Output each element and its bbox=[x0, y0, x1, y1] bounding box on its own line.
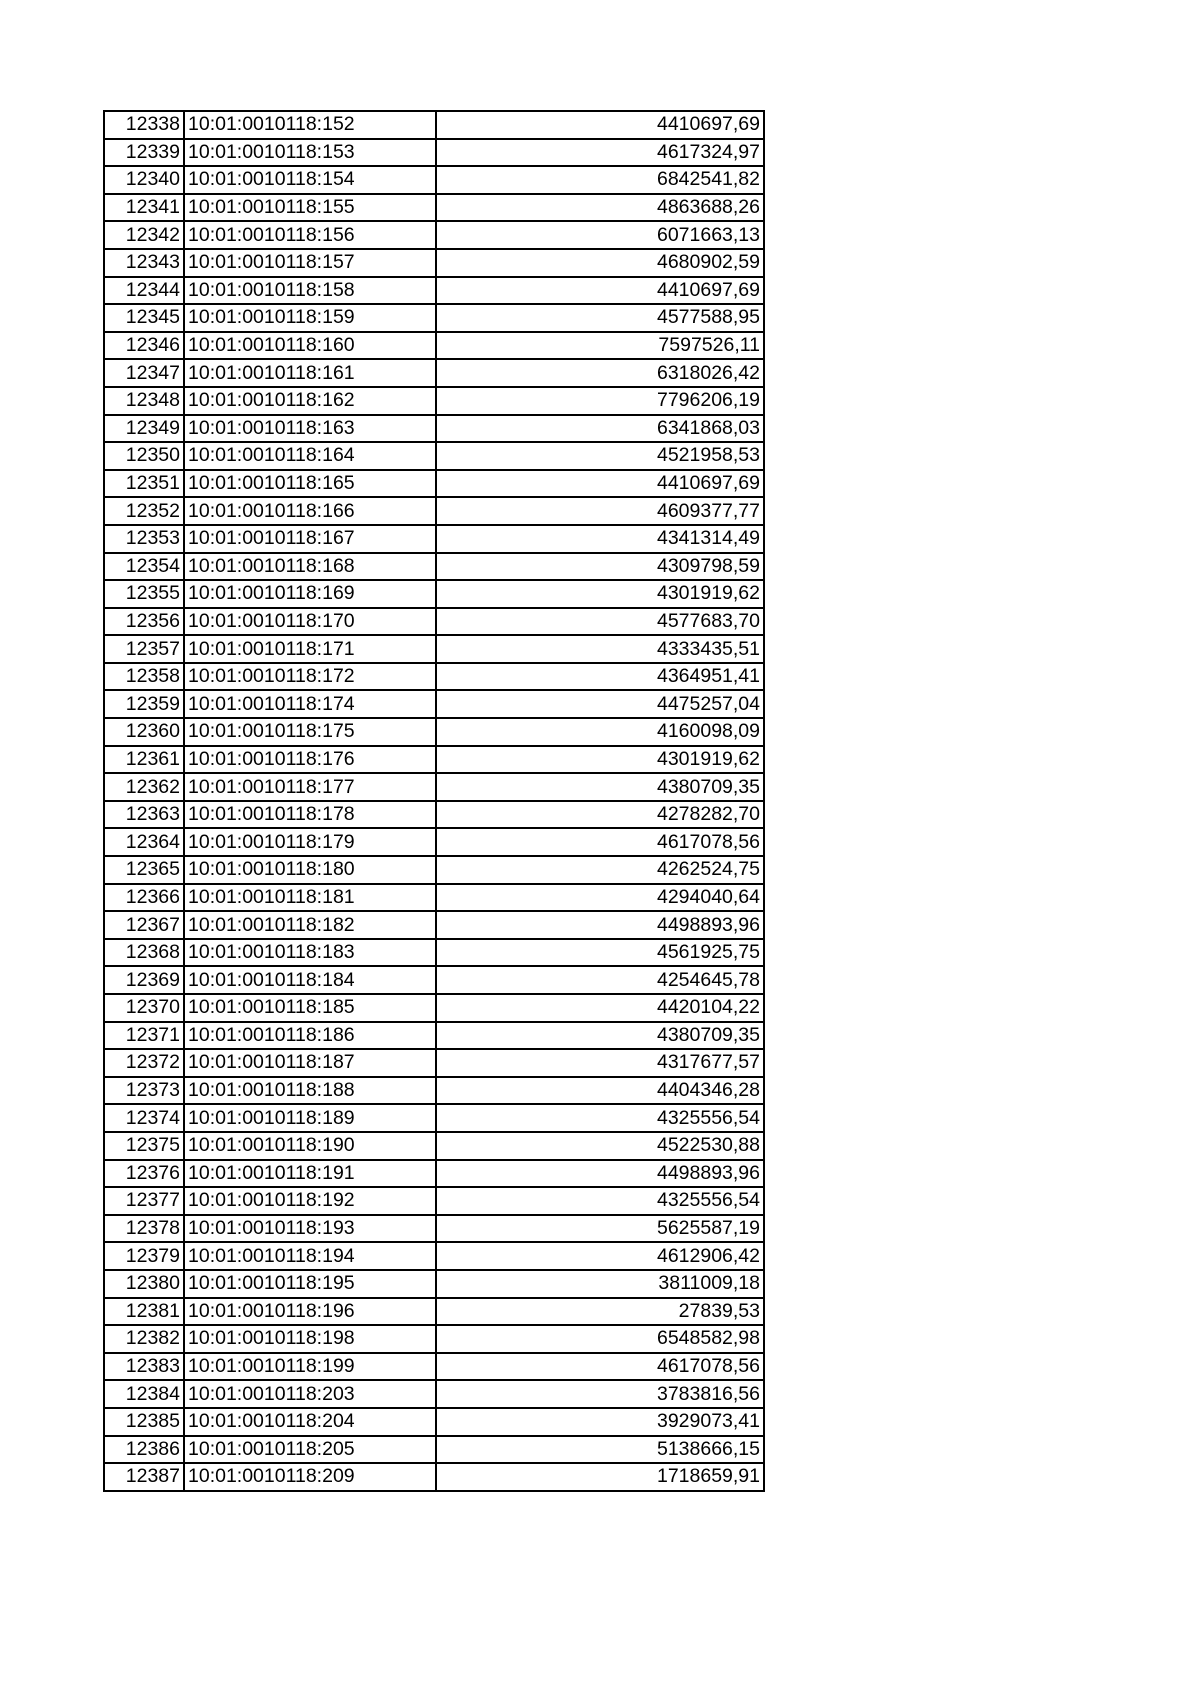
table-row bbox=[104, 608, 764, 636]
value-cell: 4522530,88 bbox=[436, 1132, 764, 1160]
row-number-cell: 12339 bbox=[104, 139, 184, 167]
table-row bbox=[104, 470, 764, 498]
row-number-cell: 12343 bbox=[104, 249, 184, 277]
table-row bbox=[104, 801, 764, 829]
cadastral-code-cell: 10:01:0010118:193 bbox=[184, 1215, 436, 1243]
table-row bbox=[104, 553, 764, 581]
row-number-cell: 12372 bbox=[104, 1049, 184, 1077]
table-row bbox=[104, 166, 764, 194]
row-number-cell: 12370 bbox=[104, 994, 184, 1022]
value-cell: 27839,53 bbox=[436, 1298, 764, 1326]
table-row bbox=[104, 277, 764, 305]
cadastral-code-cell: 10:01:0010118:159 bbox=[184, 304, 436, 332]
row-number-cell: 12353 bbox=[104, 525, 184, 553]
row-number-cell: 12342 bbox=[104, 221, 184, 249]
table-row bbox=[104, 1242, 764, 1270]
table-row bbox=[104, 249, 764, 277]
row-number-cell: 12338 bbox=[104, 111, 184, 139]
cadastral-code-cell: 10:01:0010118:188 bbox=[184, 1077, 436, 1105]
table-row bbox=[104, 1463, 764, 1491]
value-cell: 4309798,59 bbox=[436, 553, 764, 581]
value-cell: 4404346,28 bbox=[436, 1077, 764, 1105]
cadastral-code-cell: 10:01:0010118:168 bbox=[184, 553, 436, 581]
table-row bbox=[104, 359, 764, 387]
table-row bbox=[104, 1298, 764, 1326]
value-cell: 4160098,09 bbox=[436, 718, 764, 746]
value-cell: 4380709,35 bbox=[436, 773, 764, 801]
value-cell: 4498893,96 bbox=[436, 1160, 764, 1188]
table-row bbox=[104, 442, 764, 470]
cadastral-code-cell: 10:01:0010118:171 bbox=[184, 635, 436, 663]
cadastral-code-cell: 10:01:0010118:189 bbox=[184, 1104, 436, 1132]
table-row bbox=[104, 828, 764, 856]
cadastral-code-cell: 10:01:0010118:172 bbox=[184, 663, 436, 691]
cadastral-code-cell: 10:01:0010118:157 bbox=[184, 249, 436, 277]
value-cell: 6071663,13 bbox=[436, 221, 764, 249]
table-row bbox=[104, 663, 764, 691]
cadastral-code-cell: 10:01:0010118:175 bbox=[184, 718, 436, 746]
row-number-cell: 12351 bbox=[104, 470, 184, 498]
table-row bbox=[104, 304, 764, 332]
table-row bbox=[104, 1132, 764, 1160]
table-row bbox=[104, 966, 764, 994]
table-row bbox=[104, 497, 764, 525]
row-number-cell: 12354 bbox=[104, 553, 184, 581]
value-cell: 4863688,26 bbox=[436, 194, 764, 222]
value-cell: 4278282,70 bbox=[436, 801, 764, 829]
table-row bbox=[104, 194, 764, 222]
value-cell: 4410697,69 bbox=[436, 470, 764, 498]
table-row bbox=[104, 387, 764, 415]
row-number-cell: 12350 bbox=[104, 442, 184, 470]
table-row bbox=[104, 111, 764, 139]
value-cell: 4577588,95 bbox=[436, 304, 764, 332]
row-number-cell: 12374 bbox=[104, 1104, 184, 1132]
cadastral-code-cell: 10:01:0010118:195 bbox=[184, 1270, 436, 1298]
value-cell: 3783816,56 bbox=[436, 1380, 764, 1408]
table-row bbox=[104, 221, 764, 249]
row-number-cell: 12376 bbox=[104, 1160, 184, 1188]
table-row bbox=[104, 139, 764, 167]
row-number-cell: 12352 bbox=[104, 497, 184, 525]
value-cell: 4410697,69 bbox=[436, 277, 764, 305]
row-number-cell: 12375 bbox=[104, 1132, 184, 1160]
cadastral-code-cell: 10:01:0010118:209 bbox=[184, 1463, 436, 1491]
cadastral-code-cell: 10:01:0010118:153 bbox=[184, 139, 436, 167]
value-cell: 6341868,03 bbox=[436, 415, 764, 443]
cadastral-code-cell: 10:01:0010118:161 bbox=[184, 359, 436, 387]
row-number-cell: 12367 bbox=[104, 911, 184, 939]
value-cell: 4420104,22 bbox=[436, 994, 764, 1022]
value-cell: 4262524,75 bbox=[436, 856, 764, 884]
table-row bbox=[104, 1049, 764, 1077]
value-cell: 4475257,04 bbox=[436, 690, 764, 718]
row-number-cell: 12386 bbox=[104, 1436, 184, 1464]
value-cell: 4410697,69 bbox=[436, 111, 764, 139]
table-row bbox=[104, 856, 764, 884]
cadastral-code-cell: 10:01:0010118:205 bbox=[184, 1436, 436, 1464]
cadastral-code-cell: 10:01:0010118:182 bbox=[184, 911, 436, 939]
row-number-cell: 12357 bbox=[104, 635, 184, 663]
table-body bbox=[104, 111, 764, 1491]
cadastral-code-cell: 10:01:0010118:186 bbox=[184, 1022, 436, 1050]
row-number-cell: 12384 bbox=[104, 1380, 184, 1408]
cadastral-code-cell: 10:01:0010118:203 bbox=[184, 1380, 436, 1408]
table-row bbox=[104, 1270, 764, 1298]
table-row bbox=[104, 415, 764, 443]
cadastral-code-cell: 10:01:0010118:155 bbox=[184, 194, 436, 222]
table-row bbox=[104, 690, 764, 718]
table-row bbox=[104, 1160, 764, 1188]
table-row bbox=[104, 1408, 764, 1436]
row-number-cell: 12380 bbox=[104, 1270, 184, 1298]
value-cell: 4325556,54 bbox=[436, 1104, 764, 1132]
value-cell: 4609377,77 bbox=[436, 497, 764, 525]
value-cell: 6842541,82 bbox=[436, 166, 764, 194]
table-row bbox=[104, 746, 764, 774]
cadastral-code-cell: 10:01:0010118:198 bbox=[184, 1325, 436, 1353]
row-number-cell: 12366 bbox=[104, 884, 184, 912]
value-cell: 4617324,97 bbox=[436, 139, 764, 167]
row-number-cell: 12379 bbox=[104, 1242, 184, 1270]
table-row bbox=[104, 911, 764, 939]
table-row bbox=[104, 994, 764, 1022]
row-number-cell: 12368 bbox=[104, 939, 184, 967]
row-number-cell: 12346 bbox=[104, 332, 184, 360]
cadastral-code-cell: 10:01:0010118:163 bbox=[184, 415, 436, 443]
value-cell: 7796206,19 bbox=[436, 387, 764, 415]
cadastral-code-cell: 10:01:0010118:177 bbox=[184, 773, 436, 801]
table-row bbox=[104, 1022, 764, 1050]
row-number-cell: 12381 bbox=[104, 1298, 184, 1326]
cadastral-code-cell: 10:01:0010118:162 bbox=[184, 387, 436, 415]
row-number-cell: 12371 bbox=[104, 1022, 184, 1050]
row-number-cell: 12365 bbox=[104, 856, 184, 884]
cadastral-code-cell: 10:01:0010118:181 bbox=[184, 884, 436, 912]
row-number-cell: 12387 bbox=[104, 1463, 184, 1491]
cadastral-code-cell: 10:01:0010118:180 bbox=[184, 856, 436, 884]
cadastral-code-cell: 10:01:0010118:190 bbox=[184, 1132, 436, 1160]
cadastral-code-cell: 10:01:0010118:174 bbox=[184, 690, 436, 718]
cadastral-code-cell: 10:01:0010118:192 bbox=[184, 1187, 436, 1215]
cadastral-code-cell: 10:01:0010118:170 bbox=[184, 608, 436, 636]
cadastral-code-cell: 10:01:0010118:169 bbox=[184, 580, 436, 608]
row-number-cell: 12373 bbox=[104, 1077, 184, 1105]
row-number-cell: 12383 bbox=[104, 1353, 184, 1381]
cadastral-code-cell: 10:01:0010118:176 bbox=[184, 746, 436, 774]
row-number-cell: 12345 bbox=[104, 304, 184, 332]
row-number-cell: 12358 bbox=[104, 663, 184, 691]
value-cell: 4577683,70 bbox=[436, 608, 764, 636]
table-row bbox=[104, 332, 764, 360]
value-cell: 4521958,53 bbox=[436, 442, 764, 470]
table-row bbox=[104, 884, 764, 912]
value-cell: 4612906,42 bbox=[436, 1242, 764, 1270]
row-number-cell: 12341 bbox=[104, 194, 184, 222]
value-cell: 1718659,91 bbox=[436, 1463, 764, 1491]
value-cell: 4317677,57 bbox=[436, 1049, 764, 1077]
row-number-cell: 12344 bbox=[104, 277, 184, 305]
cadastral-code-cell: 10:01:0010118:204 bbox=[184, 1408, 436, 1436]
row-number-cell: 12355 bbox=[104, 580, 184, 608]
table-row bbox=[104, 1187, 764, 1215]
cadastral-code-cell: 10:01:0010118:191 bbox=[184, 1160, 436, 1188]
table-row bbox=[104, 635, 764, 663]
value-cell: 4341314,49 bbox=[436, 525, 764, 553]
row-number-cell: 12378 bbox=[104, 1215, 184, 1243]
row-number-cell: 12349 bbox=[104, 415, 184, 443]
cadastral-code-cell: 10:01:0010118:166 bbox=[184, 497, 436, 525]
value-cell: 4498893,96 bbox=[436, 911, 764, 939]
table-row bbox=[104, 1077, 764, 1105]
row-number-cell: 12377 bbox=[104, 1187, 184, 1215]
cadastral-code-cell: 10:01:0010118:152 bbox=[184, 111, 436, 139]
table-row bbox=[104, 1353, 764, 1381]
table-row bbox=[104, 1215, 764, 1243]
value-cell: 4301919,62 bbox=[436, 580, 764, 608]
table-row bbox=[104, 1325, 764, 1353]
cadastral-code-cell: 10:01:0010118:199 bbox=[184, 1353, 436, 1381]
table-row bbox=[104, 1380, 764, 1408]
row-number-cell: 12360 bbox=[104, 718, 184, 746]
cadastral-code-cell: 10:01:0010118:178 bbox=[184, 801, 436, 829]
value-cell: 4680902,59 bbox=[436, 249, 764, 277]
value-cell: 4254645,78 bbox=[436, 966, 764, 994]
value-cell: 4333435,51 bbox=[436, 635, 764, 663]
cadastral-code-cell: 10:01:0010118:158 bbox=[184, 277, 436, 305]
cadastral-code-cell: 10:01:0010118:185 bbox=[184, 994, 436, 1022]
cadastral-code-cell: 10:01:0010118:156 bbox=[184, 221, 436, 249]
row-number-cell: 12382 bbox=[104, 1325, 184, 1353]
cadastral-code-cell: 10:01:0010118:167 bbox=[184, 525, 436, 553]
value-cell: 3811009,18 bbox=[436, 1270, 764, 1298]
cadastral-code-cell: 10:01:0010118:187 bbox=[184, 1049, 436, 1077]
value-cell: 4301919,62 bbox=[436, 746, 764, 774]
value-cell: 3929073,41 bbox=[436, 1408, 764, 1436]
table-row bbox=[104, 939, 764, 967]
table-row bbox=[104, 1104, 764, 1132]
value-cell: 5138666,15 bbox=[436, 1436, 764, 1464]
row-number-cell: 12347 bbox=[104, 359, 184, 387]
value-cell: 4617078,56 bbox=[436, 828, 764, 856]
value-cell: 4364951,41 bbox=[436, 663, 764, 691]
value-cell: 4294040,64 bbox=[436, 884, 764, 912]
table-row bbox=[104, 1436, 764, 1464]
row-number-cell: 12363 bbox=[104, 801, 184, 829]
row-number-cell: 12361 bbox=[104, 746, 184, 774]
value-cell: 6548582,98 bbox=[436, 1325, 764, 1353]
table-row bbox=[104, 525, 764, 553]
data-table bbox=[103, 110, 765, 1492]
value-cell: 4617078,56 bbox=[436, 1353, 764, 1381]
value-cell: 7597526,11 bbox=[436, 332, 764, 360]
table-row bbox=[104, 718, 764, 746]
cadastral-code-cell: 10:01:0010118:160 bbox=[184, 332, 436, 360]
row-number-cell: 12348 bbox=[104, 387, 184, 415]
value-cell: 4380709,35 bbox=[436, 1022, 764, 1050]
cadastral-code-cell: 10:01:0010118:183 bbox=[184, 939, 436, 967]
cadastral-code-cell: 10:01:0010118:164 bbox=[184, 442, 436, 470]
cadastral-code-cell: 10:01:0010118:194 bbox=[184, 1242, 436, 1270]
table-row bbox=[104, 580, 764, 608]
value-cell: 5625587,19 bbox=[436, 1215, 764, 1243]
row-number-cell: 12359 bbox=[104, 690, 184, 718]
cadastral-code-cell: 10:01:0010118:184 bbox=[184, 966, 436, 994]
cadastral-code-cell: 10:01:0010118:179 bbox=[184, 828, 436, 856]
cadastral-code-cell: 10:01:0010118:154 bbox=[184, 166, 436, 194]
row-number-cell: 12356 bbox=[104, 608, 184, 636]
row-number-cell: 12364 bbox=[104, 828, 184, 856]
value-cell: 4561925,75 bbox=[436, 939, 764, 967]
value-cell: 6318026,42 bbox=[436, 359, 764, 387]
row-number-cell: 12340 bbox=[104, 166, 184, 194]
cadastral-code-cell: 10:01:0010118:196 bbox=[184, 1298, 436, 1326]
row-number-cell: 12362 bbox=[104, 773, 184, 801]
row-number-cell: 12385 bbox=[104, 1408, 184, 1436]
value-cell: 4325556,54 bbox=[436, 1187, 764, 1215]
row-number-cell: 12369 bbox=[104, 966, 184, 994]
cadastral-code-cell: 10:01:0010118:165 bbox=[184, 470, 436, 498]
table-row bbox=[104, 773, 764, 801]
